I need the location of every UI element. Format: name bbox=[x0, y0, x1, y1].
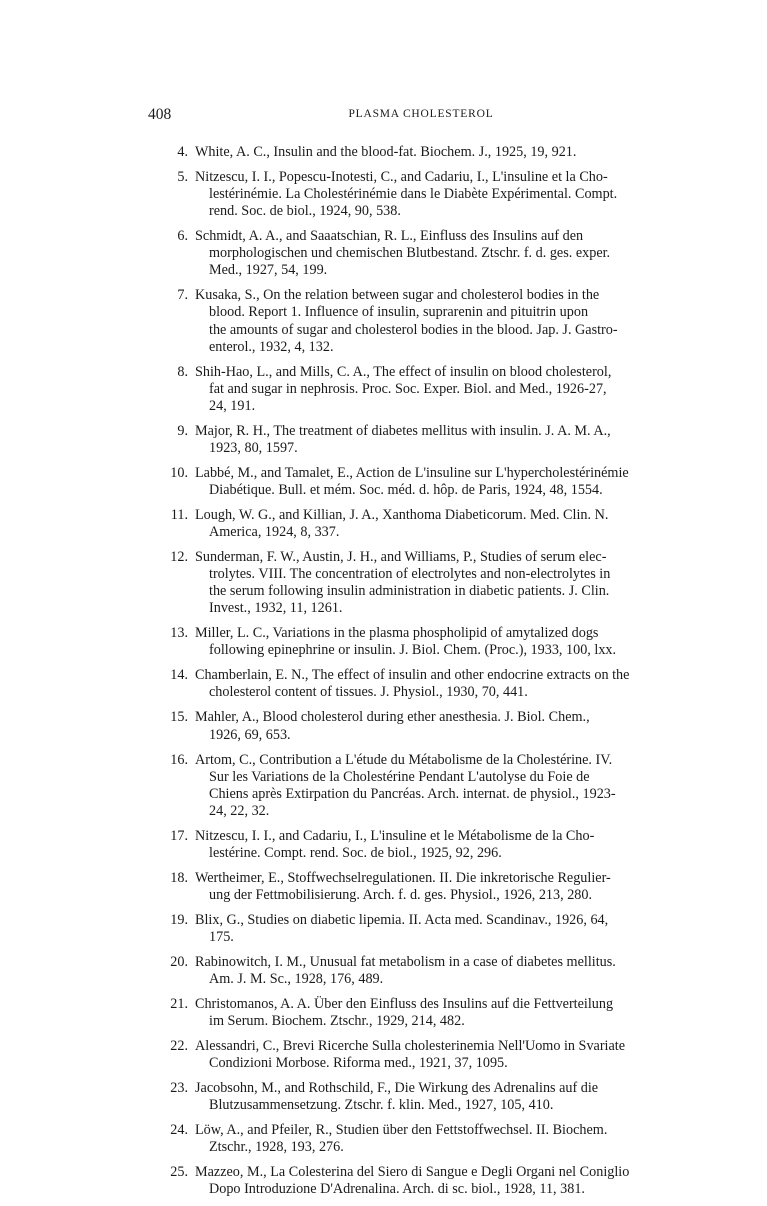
reference-text bbox=[188, 465, 694, 499]
reference-number: 19. bbox=[170, 911, 188, 928]
reference-line: trolytes. VIII. The concentration of electrolytes and non-electrolytes in bbox=[209, 566, 611, 583]
reference-text bbox=[188, 996, 694, 1030]
reference-line: Miller, L. C., Variations in the plasma phospholipid of amytalized dogs bbox=[195, 625, 599, 642]
reference-line: im Serum. Biochem. Ztschr., 1929, 214, 482. bbox=[209, 1013, 465, 1030]
reference-item bbox=[148, 228, 694, 279]
reference-line: Lough, W. G., and Killian, J. A., Xanthoma Diabeticorum. Med. Clin. N. bbox=[195, 506, 609, 523]
reference-line: 1923, 80, 1597. bbox=[209, 439, 298, 456]
reference-number: 24. bbox=[170, 1122, 188, 1139]
reference-number: 22. bbox=[170, 1038, 188, 1055]
reference-item bbox=[148, 287, 694, 355]
reference-item bbox=[148, 1038, 694, 1072]
reference-text bbox=[188, 625, 694, 659]
reference-number: 23. bbox=[170, 1080, 188, 1097]
reference-number: 13. bbox=[170, 625, 188, 642]
reference-line: the serum following insulin administration in diabetic patients. J. Clin. bbox=[209, 583, 610, 600]
reference-text bbox=[188, 144, 694, 161]
reference-line: Shih-Hao, L., and Mills, C. A., The effect of insulin on blood cholesterol, bbox=[195, 363, 612, 380]
reference-number: 20. bbox=[170, 954, 188, 970]
reference-line: 24, 191. bbox=[209, 397, 256, 414]
reference-text bbox=[188, 912, 694, 946]
reference-item bbox=[148, 1164, 694, 1198]
reference-number: 7. bbox=[177, 287, 188, 304]
reference-number: 18. bbox=[170, 869, 188, 886]
reference-line: Dopo Introduzione D'Adrenalina. Arch. di sc. biol., 1928, 11, 381. bbox=[209, 1181, 585, 1198]
reference-line: 24, 22, 32. bbox=[209, 802, 270, 819]
reference-line: Sur les Variations de la Cholestérine Pendant L'autolyse du Foie de bbox=[209, 768, 590, 785]
reference-number: 16. bbox=[170, 751, 188, 768]
reference-line: Sunderman, F. W., Austin, J. H., and Williams, P., Studies of serum elec- bbox=[195, 549, 607, 565]
reference-text bbox=[188, 709, 694, 743]
reference-line: Blix, G., Studies on diabetic lipemia. II. Acta med. Scandinav., 1926, 64, bbox=[195, 911, 609, 928]
reference-item bbox=[148, 667, 694, 701]
reference-text bbox=[188, 1080, 694, 1114]
reference-number: 15. bbox=[170, 709, 188, 726]
reference-text bbox=[188, 549, 694, 617]
reference-line: Chamberlain, E. N., The effect of insulin and other endocrine extracts on the bbox=[195, 667, 630, 684]
reference-text bbox=[188, 1164, 694, 1198]
reference-number: 4. bbox=[177, 144, 188, 160]
reference-line: morphologischen und chemischen Blutbestand. Ztschr. f. d. ges. exper. bbox=[209, 245, 611, 262]
reference-item bbox=[148, 364, 694, 415]
reference-line: Blutzusammensetzung. Ztschr. f. klin. Med., 1927, 105, 410. bbox=[209, 1097, 554, 1114]
reference-line: Mazzeo, M., La Colesterina del Siero di Sangue e Degli Organi nel Coniglio bbox=[195, 1164, 630, 1181]
reference-line: Alessandri, C., Brevi Ricerche Sulla cholesterinemia Nell'Uomo in Svariate bbox=[195, 1038, 626, 1055]
reference-line: cholesterol content of tissues. J. Physiol., 1930, 70, 441. bbox=[209, 684, 528, 701]
reference-line: Nitzescu, I. I., Popescu-Inotesti, C., and Cadariu, I., L'insuline et la Cho- bbox=[195, 168, 608, 185]
reference-line: lestérine. Compt. rend. Soc. de biol., 1925, 92, 296. bbox=[209, 844, 502, 861]
reference-text bbox=[188, 1038, 694, 1072]
reference-line: Am. J. M. Sc., 1928, 176, 489. bbox=[209, 971, 384, 988]
reference-line: 175. bbox=[209, 929, 234, 946]
reference-line: Major, R. H., The treatment of diabetes mellitus with insulin. J. A. M. A., bbox=[195, 422, 611, 439]
reference-item bbox=[148, 954, 694, 988]
reference-line: Nitzescu, I. I., and Cadariu, I., L'insuline et le Métabolisme de la Cho- bbox=[195, 827, 595, 844]
reference-item bbox=[148, 1080, 694, 1114]
reference-line: Christomanos, A. A. Über den Einfluss des Insulins auf die Fettverteilung bbox=[195, 996, 614, 1013]
reference-item bbox=[148, 828, 694, 862]
reference-line: Wertheimer, E., Stoffwechselregulationen. II. Die inkretorische Regulier- bbox=[195, 869, 611, 886]
reference-item bbox=[148, 625, 694, 659]
reference-item bbox=[148, 912, 694, 946]
reference-line: White, A. C., Insulin and the blood-fat. Biochem. J., 1925, 19, 921. bbox=[195, 144, 577, 160]
reference-line: Mahler, A., Blood cholesterol during ether anesthesia. J. Biol. Chem., bbox=[195, 709, 590, 726]
reference-line: enterol., 1932, 4, 132. bbox=[209, 338, 334, 355]
reference-number: 9. bbox=[177, 422, 188, 439]
page-header bbox=[148, 106, 694, 128]
reference-item bbox=[148, 752, 694, 820]
reference-number: 12. bbox=[170, 549, 188, 565]
reference-line: rend. Soc. de biol., 1924, 90, 538. bbox=[209, 203, 401, 220]
running-head: PLASMA CHOLESTEROL bbox=[348, 108, 494, 120]
reference-line: Kusaka, S., On the relation between sugar and cholesterol bodies in the bbox=[195, 287, 600, 304]
reference-line: Schmidt, A. A., and Saaatschian, R. L., Einfluss des Insulins auf den bbox=[195, 228, 584, 245]
reference-number: 8. bbox=[177, 363, 188, 380]
reference-line: Löw, A., and Pfeiler, R., Studien über den Fettstoffwechsel. II. Biochem. bbox=[195, 1122, 608, 1139]
reference-line: following epinephrine or insulin. J. Biol. Chem. (Proc.), 1933, 100, lxx. bbox=[209, 642, 617, 659]
reference-line: blood. Report 1. Influence of insulin, suprarenin and pituitrin upon bbox=[209, 304, 589, 321]
reference-line: Labbé, M., and Tamalet, E., Action de L'insuline sur L'hypercholestérinémie bbox=[195, 464, 629, 481]
reference-text bbox=[188, 507, 694, 541]
reference-item bbox=[148, 423, 694, 457]
reference-item bbox=[148, 549, 694, 617]
reference-line: Med., 1927, 54, 199. bbox=[209, 262, 328, 279]
page-number: 408 bbox=[148, 106, 172, 123]
reference-text bbox=[188, 364, 694, 415]
reference-line: Chiens après Extirpation du Pancréas. Arch. internat. de physiol., 1923- bbox=[209, 785, 616, 802]
reference-text bbox=[188, 423, 694, 457]
reference-number: 14. bbox=[170, 667, 188, 684]
reference-line: Invest., 1932, 11, 1261. bbox=[209, 600, 343, 617]
reference-line: ung der Fettmobilisierung. Arch. f. d. ges. Physiol., 1926, 213, 280. bbox=[209, 886, 593, 903]
reference-number: 10. bbox=[170, 464, 188, 481]
reference-text bbox=[188, 828, 694, 862]
reference-line: Jacobsohn, M., and Rothschild, F., Die Wirkung des Adrenalins auf die bbox=[195, 1080, 599, 1097]
reference-item bbox=[148, 507, 694, 541]
reference-number: 21. bbox=[170, 996, 188, 1013]
reference-item bbox=[148, 144, 694, 161]
reference-item bbox=[148, 709, 694, 743]
reference-line: fat and sugar in nephrosis. Proc. Soc. Exper. Biol. and Med., 1926-27, bbox=[209, 380, 607, 397]
reference-line: America, 1924, 8, 337. bbox=[209, 524, 340, 541]
reference-text bbox=[188, 954, 694, 988]
reference-number: 5. bbox=[177, 168, 188, 185]
reference-line: 1926, 69, 653. bbox=[209, 726, 291, 743]
reference-line: Ztschr., 1928, 193, 276. bbox=[209, 1139, 344, 1156]
reference-number: 11. bbox=[170, 506, 188, 523]
reference-item bbox=[148, 169, 694, 220]
reference-item bbox=[148, 870, 694, 904]
reference-list bbox=[148, 144, 694, 1206]
reference-text bbox=[188, 228, 694, 279]
reference-number: 17. bbox=[170, 827, 188, 844]
reference-item bbox=[148, 465, 694, 499]
reference-text bbox=[188, 752, 694, 820]
reference-text bbox=[188, 287, 694, 355]
reference-line: Condizioni Morbose. Riforma med., 1921, 37, 1095. bbox=[209, 1055, 508, 1072]
reference-item bbox=[148, 1122, 694, 1156]
reference-number: 25. bbox=[170, 1164, 188, 1181]
reference-line: lestérinémie. La Cholestérinémie dans le Diabète Expérimental. Compt. bbox=[209, 186, 618, 203]
reference-text bbox=[188, 667, 694, 701]
reference-line: Diabétique. Bull. et mém. Soc. méd. d. hôp. de Paris, 1924, 48, 1554. bbox=[209, 481, 603, 498]
reference-text bbox=[188, 870, 694, 904]
reference-line: Artom, C., Contribution a L'étude du Métabolisme de la Cholestérine. IV. bbox=[195, 751, 613, 768]
reference-line: Rabinowitch, I. M., Unusual fat metabolism in a case of diabetes mellitus. bbox=[195, 954, 616, 970]
reference-text bbox=[188, 169, 694, 220]
reference-item bbox=[148, 996, 694, 1030]
reference-number: 6. bbox=[177, 228, 188, 245]
reference-text bbox=[188, 1122, 694, 1156]
reference-line: the amounts of sugar and cholesterol bodies in the blood. Jap. J. Gastro- bbox=[209, 321, 618, 338]
